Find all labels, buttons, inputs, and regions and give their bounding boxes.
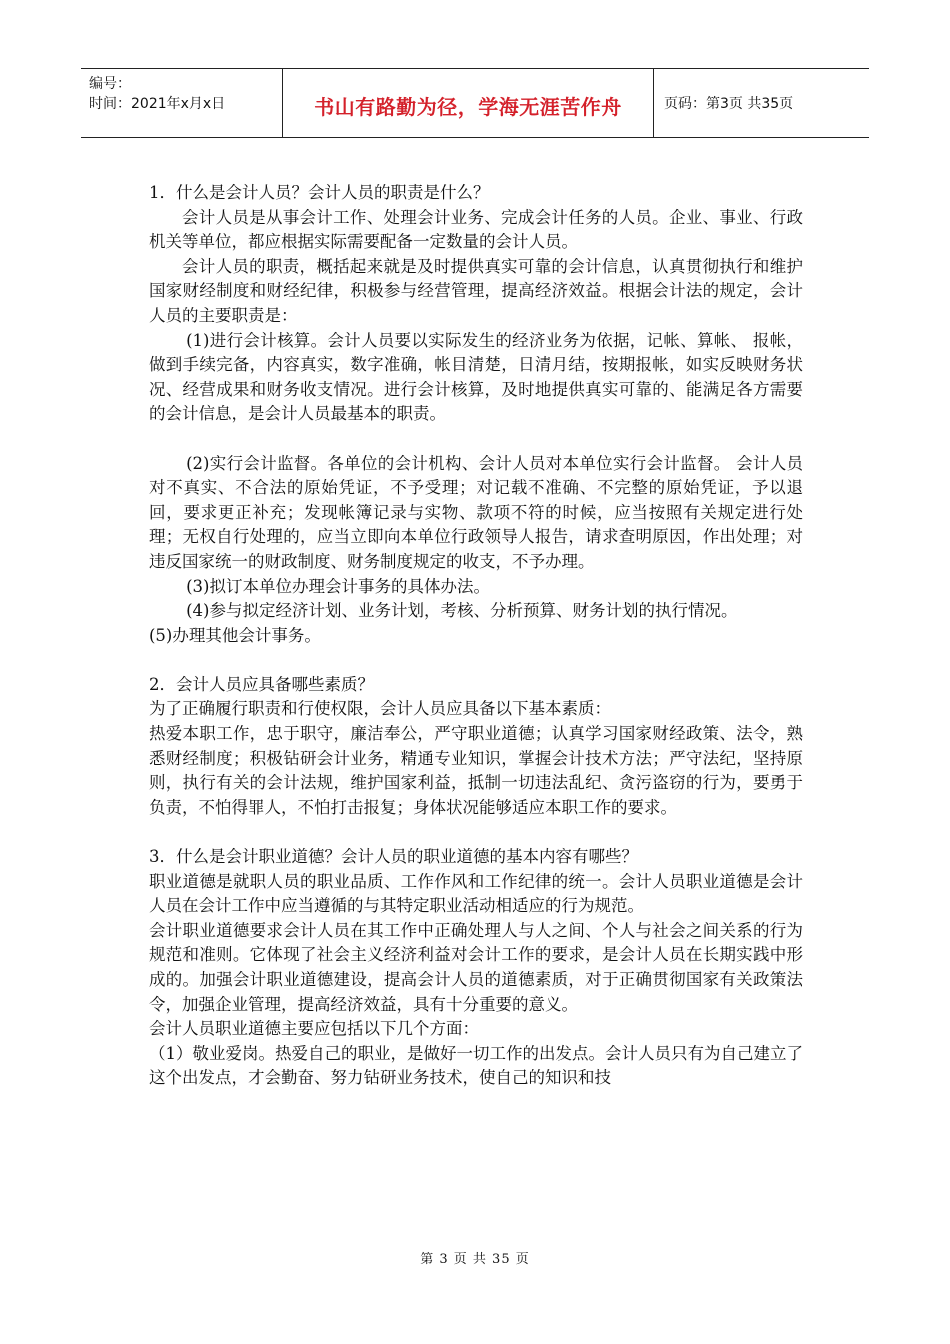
- document-body: [149, 181, 803, 1091]
- paragraph: 热爱本职工作，忠于职守，廉洁奉公，严守职业道德；认真学习国家财经政策、法令，熟悉财经制度；积极钻研会计业务，精通专业知识，掌握会计技术方法；严守法纪，坚持原则，执行有关的会计法规，维护国家利益，抵制一切违法乱纪、贪污盗窃的行为，要勇于负责，不怕得罪人，不怕打击报复；身体状况能够适应本职工作的要求。: [149, 724, 803, 817]
- paragraph: (1)进行会计核算。会计人员要以实际发生的经济业务为依据，记帐、算帐、 报帐，做到手续完备，内容真实，数字准确，帐目清楚，日清月结，按期报帐，如实反映财务状况、经营成果和财务收支情况。进行会计核算，及时地提供真实可靠的、能满足各方需要的会计信息，是会计人员最基本的职责。: [149, 330, 803, 424]
- paragraph: 职业道德是就职人员的职业品质、工作作风和工作纪律的统一。会计人员职业道德是会计人员在会计工作中应当遵循的与其特定职业活动相适应的行为规范。: [149, 871, 803, 916]
- paragraph: 会计人员是从事会计工作、处理会计业务、完成会计任务的人员。企业、事业、行政机关等单位，都应根据实际需要配备一定数量的会计人员。: [149, 207, 803, 252]
- paragraph: (2)实行会计监督。各单位的会计机构、会计人员对本单位实行会计监督。 会计人员对不真实、不合法的原始凭证，不予受理；对记载不准确、不完整的原始凭证，予以退回，要求更正补充；发现帐簿记录与实物、款项不符的时候，应当按照有关规定进行处理；无权自行处理的，应当立即向本单位行政领导人报告，请求查明原因，作出处理；对违反国家统一的财政制度、财务制度规定的收支，不予办理。: [149, 453, 803, 571]
- paragraph: 为了正确履行职责和行使权限，会计人员应具备以下基本素质：: [149, 699, 611, 719]
- header-page-info: 页码：第3页 共35页: [664, 96, 794, 112]
- paragraph: 会计人员的职责，概括起来就是及时提供真实可靠的会计信息，认真贯彻执行和维护国家财经制度和财经纪律，积极参与经营管理，提高经济效益。根据会计法的规定，会计人员的主要职责是：: [149, 256, 803, 325]
- paragraph: (5)办理其他会计事务。: [149, 625, 321, 645]
- header-table: [81, 68, 869, 138]
- section-heading-3: 3．什么是会计职业道德？会计人员的职业道德的基本内容有哪些？: [149, 847, 638, 867]
- document-number-label: 编号：: [89, 76, 131, 92]
- header-page-cell: [654, 69, 869, 137]
- header-motto-cell: [283, 69, 654, 137]
- page-footer: 第 3 页 共 35 页: [420, 1252, 530, 1267]
- paragraph: 会计人员职业道德主要应包括以下几个方面：: [149, 1019, 479, 1039]
- paragraph: (3)拟订本单位办理会计事务的具体办法。: [186, 576, 490, 596]
- section-heading-1: 1．什么是会计人员？会计人员的职责是什么？: [149, 183, 490, 202]
- document-date: 时间：2021年x月x日: [89, 96, 226, 112]
- paragraph: (4)参与拟定经济计划、业务计划，考核、分析预算、财务计划的执行情况。: [186, 601, 738, 621]
- section-heading-2: 2．会计人员应具备哪些素质？: [149, 674, 374, 694]
- header-meta-cell: [81, 69, 283, 137]
- header-motto: 书山有路勤为径，学海无涯苦作舟: [314, 95, 622, 119]
- paragraph: 会计职业道德要求会计人员在其工作中正确处理人与人之间、个人与社会之间关系的行为规范和准则。它体现了社会主义经济利益对会计工作的要求，是会计人员在长期实践中形成的。加强会计职业道德建设，提高会计人员的道德素质，对于正确贯彻国家有关政策法令，加强企业管理，提高经济效益，具有十分重要的意义。: [149, 920, 803, 1014]
- paragraph: （1）敬业爱岗。热爱自己的职业，是做好一切工作的出发点。会计人员只有为自己建立了这个出发点，才会勤奋、努力钻研业务技术，使自己的知识和技: [149, 1043, 803, 1088]
